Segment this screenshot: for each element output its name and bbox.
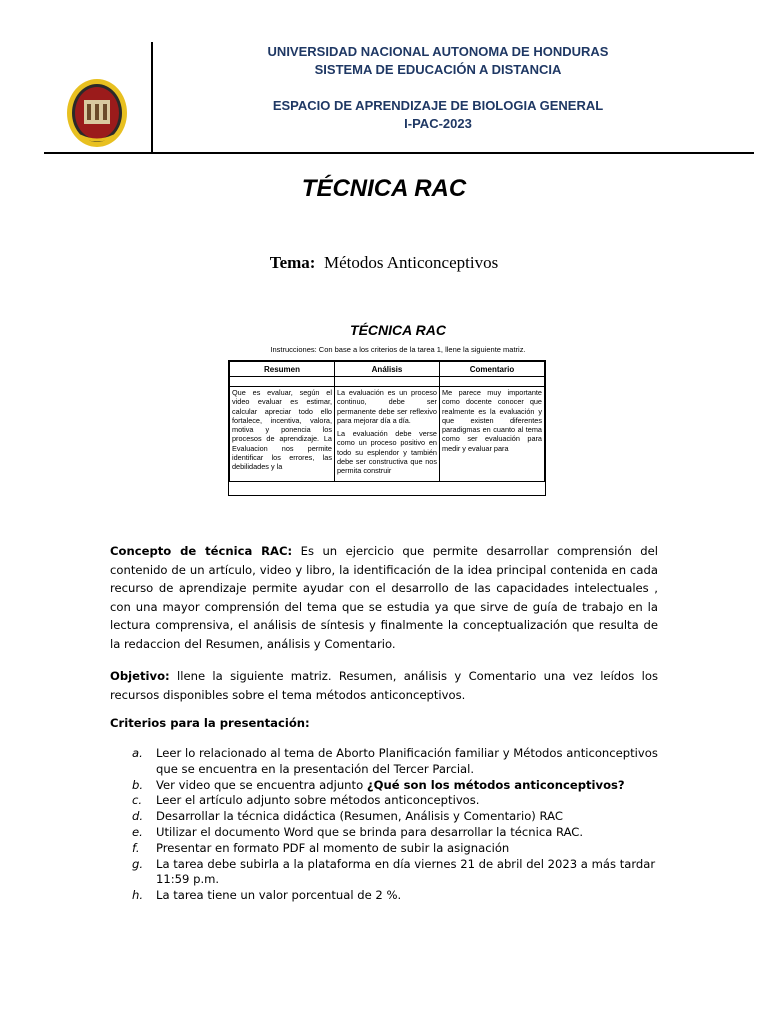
column-header-comentario: Comentario — [440, 362, 545, 377]
objective-text: llene la siguiente matriz. Resumen, análisis y Comentario una vez leídos los recursos disponibles sobre el tema métodos anticonceptivos. — [110, 669, 658, 702]
cell-comentario: Me parece muy importante como docente conocer que realmente es la evaluación y que existen diferentes paradigmas en cuanto al tema como ser evaluación para medir y evaluar para — [440, 387, 545, 482]
cell-analisis-p2: La evaluación debe verse como un proceso positivo en todo su esplendor y también debe ser constructiva que nos permita construir — [337, 429, 437, 476]
column-header-analisis: Análisis — [335, 362, 440, 377]
header-vertical-rule — [151, 42, 153, 154]
cell-analisis — [335, 387, 440, 482]
list-item: b. Ver video que se encuentra adjunto ¿Qué son los métodos anticonceptivos? — [132, 777, 625, 792]
topic-value: Métodos Anticonceptivos — [323, 253, 499, 272]
matrix-image — [228, 360, 546, 496]
header-horizontal-rule — [44, 152, 754, 154]
list-item: g. La tarea debe subirla a la plataforma en día viernes 21 de abril del 2023 a más tardar 11:59 p.m. — [132, 856, 656, 887]
rac-matrix-table — [229, 361, 545, 482]
topic-line — [0, 253, 768, 273]
header-system: SISTEMA DE EDUCACIÓN A DISTANCIA — [314, 62, 562, 77]
list-item: h. La tarea tiene un valor porcentual de 2 %. — [132, 888, 402, 903]
topic-label: Tema: — [269, 253, 316, 272]
matrix-instructions: Instrucciones: Con base a los criterios de la tarea 1, llene la siguiente matriz. — [270, 345, 526, 354]
table-spacer-row — [230, 377, 545, 387]
header-course: ESPACIO DE APRENDIZAJE DE BIOLOGIA GENERAL — [272, 98, 604, 113]
matrix-title: TÉCNICA RAC — [350, 322, 446, 338]
criteria-heading: Criterios para la presentación: — [110, 716, 310, 730]
list-item: e. Utilizar el documento Word que se brinda para desarrollar la técnica RAC. — [132, 824, 584, 839]
criteria-list — [110, 746, 670, 904]
list-item: f. Presentar en formato PDF al momento de subir la asignación — [132, 840, 510, 855]
objective-paragraph — [110, 667, 658, 704]
list-item: c. Leer el artículo adjunto sobre métodos anticonceptivos. — [132, 793, 480, 808]
objective-label: Objetivo: — [110, 669, 170, 683]
concept-text: Es un ejercicio que permite desarrollar comprensión del contenido de un artículo, video y libro, la identificación de la idea principal contenida en cada recurso de aprendizaje permite ayudar con el desarrollo de las capacidades intelectuales , con una mayor comprensión del tema que se estudia ya que sirve de guía de trabajo en la lectura comprensiva, el análisis de síntesis y finalmente la conceptualización que resulta de la redaccion del Resumen, análisis y Comentario. — [110, 544, 659, 651]
cell-analisis-p1: La evaluación es un proceso continuo, debe ser permanente debe ser reflexivo para mejorar día a día. — [337, 388, 437, 425]
header-university: UNIVERSIDAD NACIONAL AUTONOMA DE HONDURAS — [267, 44, 609, 59]
concept-label: Concepto de técnica RAC: — [110, 544, 293, 558]
list-item: a. Leer lo relacionado al tema de Aborto Planificación familiar y Métodos anticonceptivos que se encuentra en la presentación del Tercer Parcial. — [132, 746, 658, 776]
document-title: TÉCNICA RAC — [301, 175, 467, 202]
header-period: I-PAC-2023 — [404, 116, 472, 131]
list-item: d. Desarrollar la técnica didáctica (Resumen, Análisis y Comentario) RAC — [132, 809, 563, 824]
table-header-row — [230, 362, 545, 377]
concept-paragraph — [110, 542, 658, 654]
cell-resumen: Que es evaluar, según el video evaluar es estimar, calcular apreciar todo ello fortalece, incentiva, valora, motiva y ponencia los procesos de aprendizaje. La Evaluacion nos permite identificar los errores, las debilidades y la — [230, 387, 335, 482]
video-title: ¿Qué son los métodos anticonceptivos? — [366, 777, 625, 792]
table-row — [230, 387, 545, 482]
column-header-resumen: Resumen — [230, 362, 335, 377]
university-seal-logo — [66, 78, 128, 148]
